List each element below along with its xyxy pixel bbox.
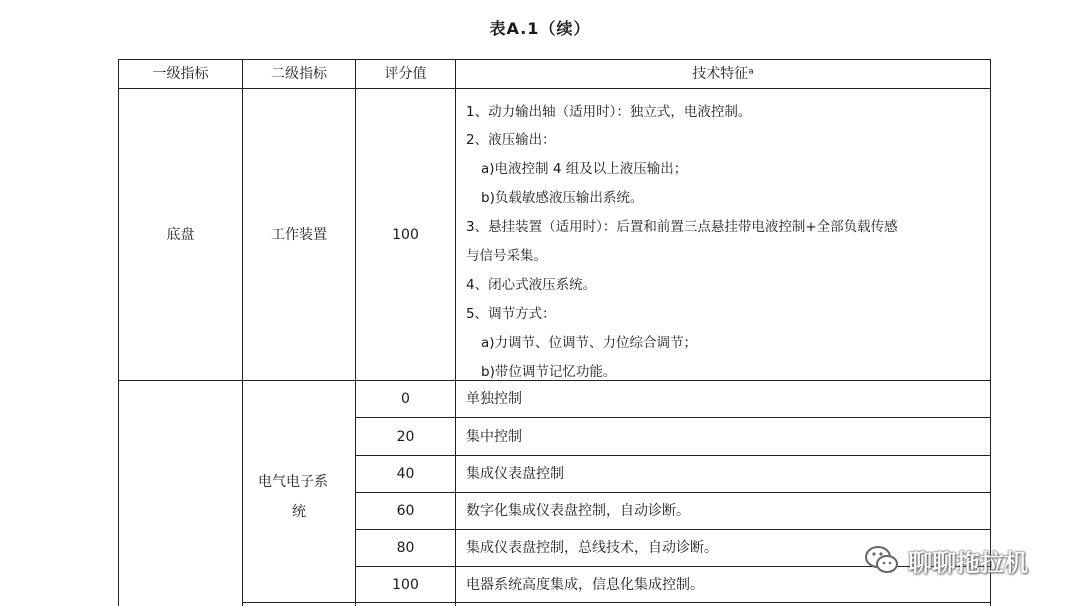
- feature-line: b)带位调节记忆功能。: [481, 364, 617, 380]
- feature-line: 5、调节方式：: [466, 306, 556, 322]
- feature-text: 集成仪表盘控制，总线技术，自动诊断。: [466, 540, 718, 556]
- feature-text: 集中控制: [466, 428, 522, 445]
- level1-chassis: 底盘: [166, 226, 195, 243]
- feature-text: 电器系统高度集成，信息化集成控制。: [466, 576, 704, 593]
- level2-electrical-line2: 统: [292, 504, 306, 520]
- header-level1: 一级指标: [152, 66, 209, 82]
- watermark-text: 聊聊拖拉机: [908, 548, 1028, 577]
- score-value: 40: [396, 466, 415, 482]
- feature-line: 2、液压输出：: [466, 132, 556, 148]
- feature-line: a)力调节、位调节、力位综合调节；: [481, 335, 698, 351]
- wechat-icon: [862, 540, 902, 580]
- score-value: 60: [396, 503, 415, 519]
- feature-line: 1、动力输出轴（适用时）：独立式，电液控制。: [466, 104, 752, 120]
- level2-electrical-line1: 电气电子系: [258, 474, 328, 490]
- feature-text: 单独控制: [466, 391, 522, 407]
- feature-text: 集成仪表盘控制: [466, 466, 564, 482]
- score-value: 20: [396, 428, 415, 445]
- score-value: 100: [392, 226, 419, 243]
- feature-line: 3、悬挂装置（适用时）：后置和前置三点悬挂带电液控制+全部负载传感: [466, 219, 898, 235]
- header-level2: 二级指标: [271, 66, 327, 82]
- score-value: 100: [392, 576, 419, 593]
- feature-line: 4、闭心式液压系统。: [466, 277, 597, 293]
- score-value: 80: [396, 540, 415, 556]
- watermark: [862, 540, 1028, 580]
- level2-working-device: 工作装置: [271, 226, 327, 243]
- feature-text: 数字化集成仪表盘控制，自动诊断。: [466, 503, 690, 519]
- feature-line: 与信号采集。: [466, 248, 547, 264]
- column-divider: [455, 59, 456, 606]
- table-title: 表A.1（续）: [489, 19, 591, 38]
- header-score: 评分值: [384, 66, 427, 82]
- score-value: 0: [401, 391, 410, 407]
- header-features: 技术特征ᵃ: [692, 66, 754, 82]
- feature-line: a)电液控制 4 组及以上液压输出；: [481, 161, 688, 177]
- table-border-right: [990, 59, 991, 606]
- feature-line: b)负载敏感液压输出系统。: [481, 190, 644, 206]
